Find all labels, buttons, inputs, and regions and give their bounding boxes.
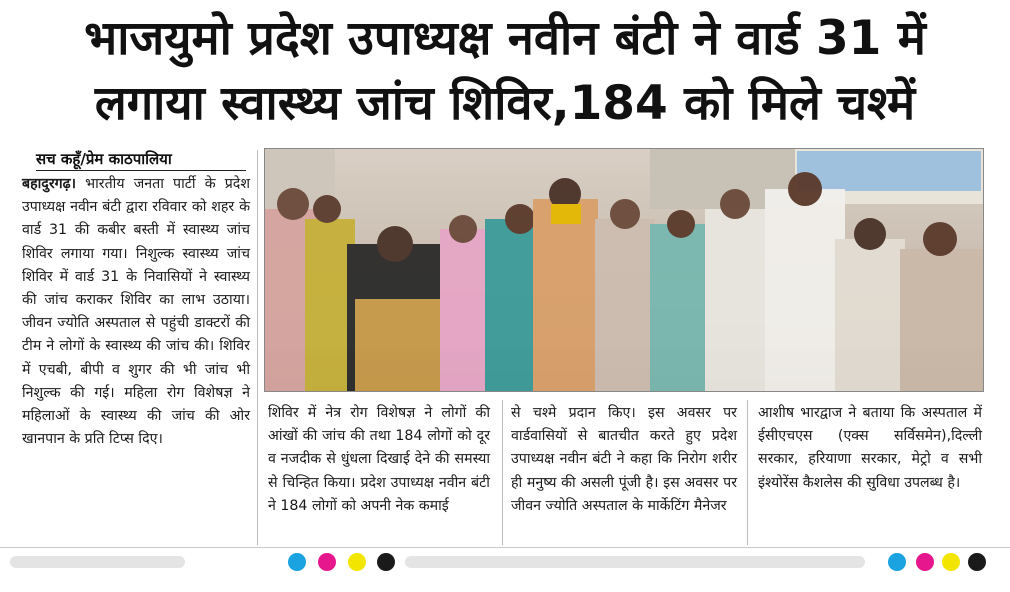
registration-dot-magenta <box>318 553 336 571</box>
column-divider <box>257 150 258 545</box>
registration-dot-black <box>968 553 986 571</box>
article-column-2: शिविर में नेत्र रोग विशेषज्ञ ने लोगों की आंखों की जांच की तथा 184 लोगों को दूर व नजदीक से धुंधला दिखाई देने की समस्या से चिन्हित किया। प्रदेश उपाध्यक्ष नवीन बंटी ने 184 लोगों को अपनी नेक कमाई <box>268 405 490 514</box>
registration-dot-magenta <box>916 553 934 571</box>
article-column-4: आशीष भारद्वाज ने बताया कि अस्पताल में ईसीएचएस (एक्स सर्विसमेन),दिल्ली सरकार, हरियाणा सरकार, मेट्रो व सभी इंश्योरेंस कैशलेस की सुविधा उपलब्ध है। <box>758 405 982 491</box>
registration-dot-yellow <box>348 553 366 571</box>
registration-dot-black <box>377 553 395 571</box>
registration-strip <box>405 556 865 568</box>
dateline: बहादुरगढ़। <box>22 176 76 192</box>
article-column-3: से चश्मे प्रदान किए। इस अवसर पर वार्डवासियों से बातचीत करते हुए प्रदेश उपाध्यक्ष नवीन बंटी ने कहा कि निरोग शरीर ही मनुष्य की असली पूंजी है। इस अवसर पर जीवन ज्योति अस्पताल के मार्केटिंग मैनेजर <box>511 405 737 514</box>
registration-dot-yellow <box>942 553 960 571</box>
headline-line-1: भाजयुमो प्रदेश उपाध्यक्ष नवीन बंटी ने वार्ड 31 में <box>84 11 926 66</box>
registration-dot-cyan <box>288 553 306 571</box>
registration-strip <box>10 556 185 568</box>
byline: सच कहूँ/प्रेम काठपालिया <box>36 148 246 171</box>
headline-line-2: लगाया स्वास्थ्य जांच शिविर,184 को मिले चश्में <box>94 76 916 131</box>
column-divider <box>747 400 748 545</box>
article-column-1 <box>22 173 250 451</box>
article-column-1-text: भारतीय जनता पार्टी के प्रदेश उपाध्यक्ष नवीन बंटी द्वारा रविवार को शहर के वार्ड 31 की कबीर बस्ती में स्वास्थ्य जांच शिविर लगाया गया। निशुल्क स्वास्थ्य जांच शिविर में वार्ड 31 के निवासियों ने स्वास्थ्य की जांच कराकर शिविर का लाभ उठाया। जीवन ज्योति अस्पताल से पहुंची डाक्टरों की टीम ने लोगों के स्वास्थ्य की जांच की। शिविर में एचबी, बीपी व शुगर की भी जांच भी निशुल्क की गई। महिला रोग विशेषज्ञ ने महिलाओं के स्वास्थ्य की जांच की ओर खानपान के प्रति टिप्स दिए। <box>22 176 250 448</box>
headline <box>0 0 1010 136</box>
column-divider <box>502 400 503 545</box>
registration-dot-cyan <box>888 553 906 571</box>
page-bottom-rule <box>0 547 1010 548</box>
event-photo <box>264 148 984 392</box>
